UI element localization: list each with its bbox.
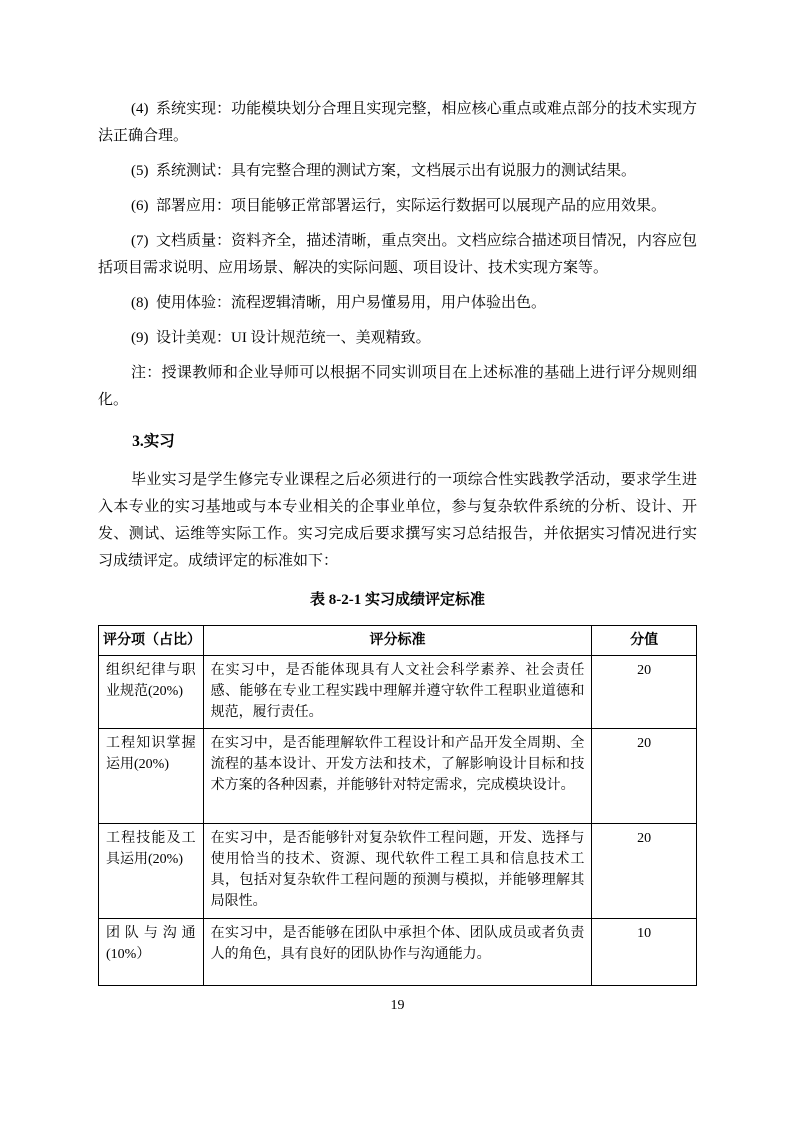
note-paragraph: 注：授课教师和企业导师可以根据不同实训项目在上述标准的基础上进行评分规则细化。	[98, 365, 697, 408]
list-item-5: (5) 系统测试：具有完整合理的测试方案，文档展示出有说服力的测试结果。	[131, 163, 636, 179]
cell-item: 工程知识掌握运用(20%)	[99, 729, 204, 824]
table-header-row	[99, 626, 697, 656]
list-item-8: (8) 使用体验：流程逻辑清晰，用户易懂易用，用户体验出色。	[131, 295, 546, 311]
list-item-9: (9) 设计美观：UI 设计规范统一、美观精致。	[131, 330, 431, 346]
cell-item: 工程技能及工具运用(20%)	[99, 824, 204, 919]
col-header-item: 评分项（占比）	[99, 626, 204, 656]
cell-criteria: 在实习中，是否能够针对复杂软件工程问题，开发、选择与使用恰当的技术、资源、现代软件工程工具和信息技术工具，包括对复杂软件工程问题的预测与模拟，并能够理解其局限性。	[203, 824, 592, 919]
cell-score: 20	[592, 656, 697, 729]
intro-paragraph: 毕业实习是学生修完专业课程之后必须进行的一项综合性实践教学活动，要求学生进入本专业的实习基地或与本专业相关的企事业单位，参与复杂软件系统的分析、设计、开发、测试、运维等实际工作。实习完成后要求撰写实习总结报告，并依据实习情况进行实习成绩评定。成绩评定的标准如下：	[98, 472, 697, 569]
table-row	[99, 919, 697, 986]
table-row	[99, 824, 697, 919]
page-number: 19	[390, 998, 405, 1013]
cell-criteria: 在实习中，是否能体现具有人文社会科学素养、社会责任感、能够在专业工程实践中理解并遵守软件工程职业道德和规范，履行责任。	[203, 656, 592, 729]
list-item-7: (7) 文档质量：资料齐全，描述清晰，重点突出。文档应综合描述项目情况，内容应包括项目需求说明、应用场景、解决的实际问题、项目设计、技术实现方案等。	[98, 233, 697, 276]
cell-criteria: 在实习中，是否能理解软件工程设计和产品开发全周期、全流程的基本设计、开发方法和技术，了解影响设计目标和技术方案的各种因素，并能够针对特定需求，完成模块设计。	[203, 729, 592, 824]
col-header-score: 分值	[592, 626, 697, 656]
cell-score: 20	[592, 729, 697, 824]
list-item-4: (4) 系统实现：功能模块划分合理且实现完整，相应核心重点或难点部分的技术实现方法正确合理。	[98, 101, 697, 144]
table-row	[99, 729, 697, 824]
table-caption: 表 8-2-1 实习成绩评定标准	[310, 592, 485, 608]
grading-table	[98, 625, 697, 986]
cell-item: 组织纪律与职业规范(20%)	[99, 656, 204, 729]
section-heading: 3.实习	[132, 433, 175, 450]
cell-criteria: 在实习中，是否能够在团队中承担个体、团队成员或者负责人的角色，具有良好的团队协作与沟通能力。	[203, 919, 592, 986]
cell-item: 团队与沟通(10%）	[99, 919, 204, 986]
cell-score: 20	[592, 824, 697, 919]
cell-score: 10	[592, 919, 697, 986]
col-header-criteria: 评分标准	[203, 626, 592, 656]
table-row	[99, 656, 697, 729]
list-item-6: (6) 部署应用：项目能够正常部署运行，实际运行数据可以展现产品的应用效果。	[131, 198, 666, 214]
